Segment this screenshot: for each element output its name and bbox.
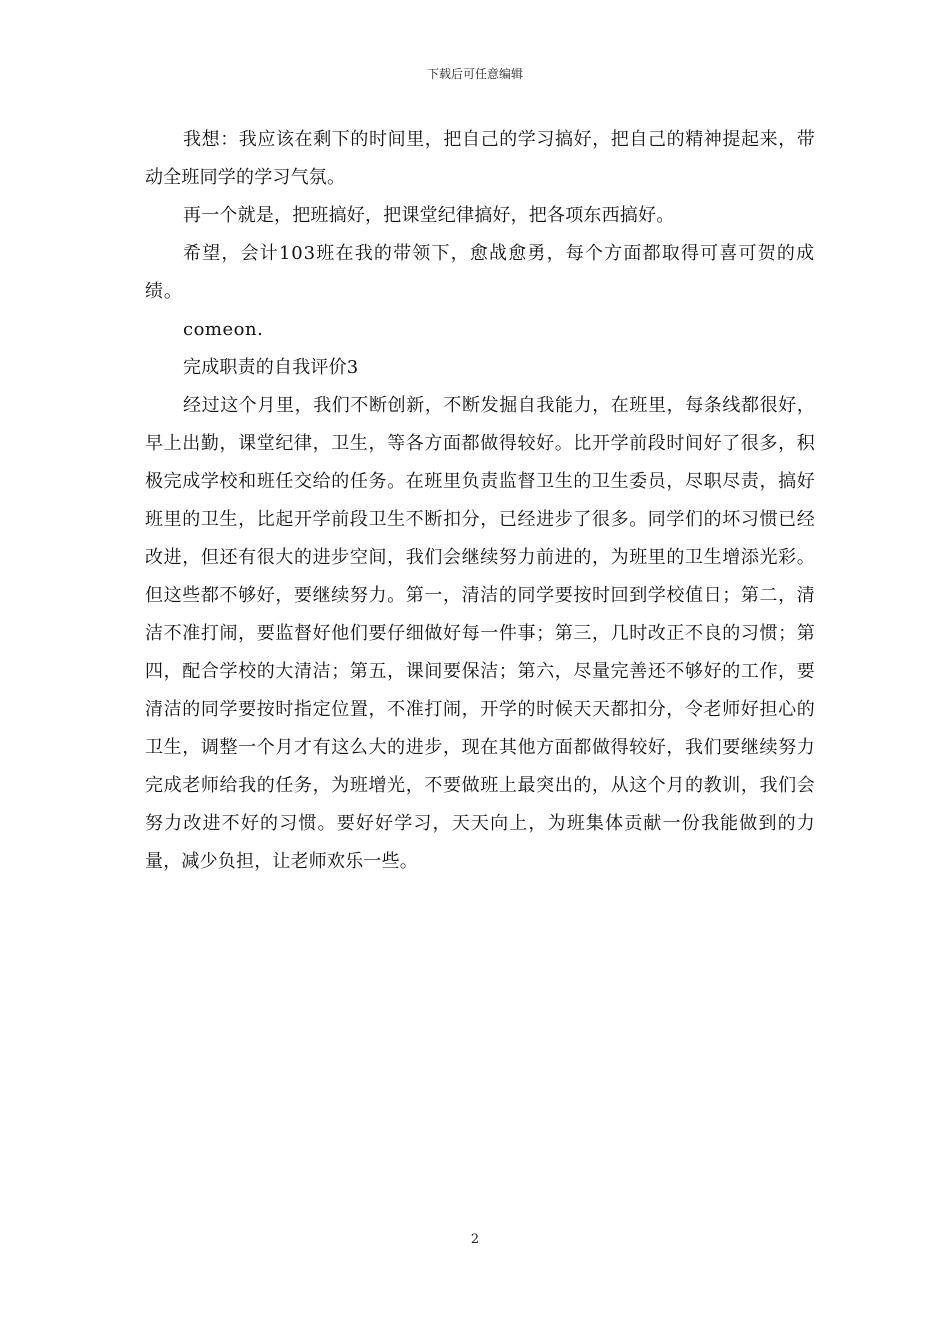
document-body [145, 121, 815, 881]
section-heading: 完成职责的自我评价3 [183, 357, 359, 378]
paragraph-self-evaluation: 经过这个月里，我们不断创新，不断发掘自我能力，在班里，每条线都很好，早上出勤，课堂纪律，卫生，等各方面都做得较好。比开学前段时间好了很多，积极完成学校和班任交给的任务。在班里负责监督卫生的卫生委员，尽职尽责，搞好班里的卫生，比起开学前段卫生不断扣分，已经进步了很多。同学们的坏习惯已经改进，但还有很大的进步空间，我们会继续努力前进的，为班里的卫生增添光彩。但这些都不够好，要继续努力。第一，清洁的同学要按时回到学校值日；第二，清洁不准打闹，要监督好他们要仔细做好每一件事；第三，几时改正不良的习惯；第四，配合学校的大清洁；第五，课间要保洁；第六，尽量完善还不够好的工作，要清洁的同学要按时指定位置，不准打闹，开学的时候天天都扣分，令老师好担心的卫生，调整一个月才有这么大的进步，现在其他方面都做得较好，我们要继续努力完成老师给我的任务，为班增光，不要做班上最突出的，从这个月的教训，我们会努力改进不好的习惯。要好好学习，天天向上，为班集体贡献一份我能做到的力量，减少负担，让老师欢乐一些。 [145, 395, 815, 872]
page-header: 下载后可任意编辑 [426, 67, 523, 81]
paragraph-class-discipline: 再一个就是，把班搞好，把课堂纪律搞好，把各项东西搞好。 [183, 205, 675, 226]
paragraph-resolution: 我想：我应该在剩下的时间里，把自己的学习搞好，把自己的精神提起来，带动全班同学的学习气氛。 [145, 129, 815, 188]
page-number: 2 [470, 1232, 480, 1247]
paragraph-comeon: comeon. [183, 319, 264, 340]
paragraph-hope: 希望，会计103班在我的带领下，愈战愈勇，每个方面都取得可喜可贺的成绩。 [145, 243, 815, 302]
